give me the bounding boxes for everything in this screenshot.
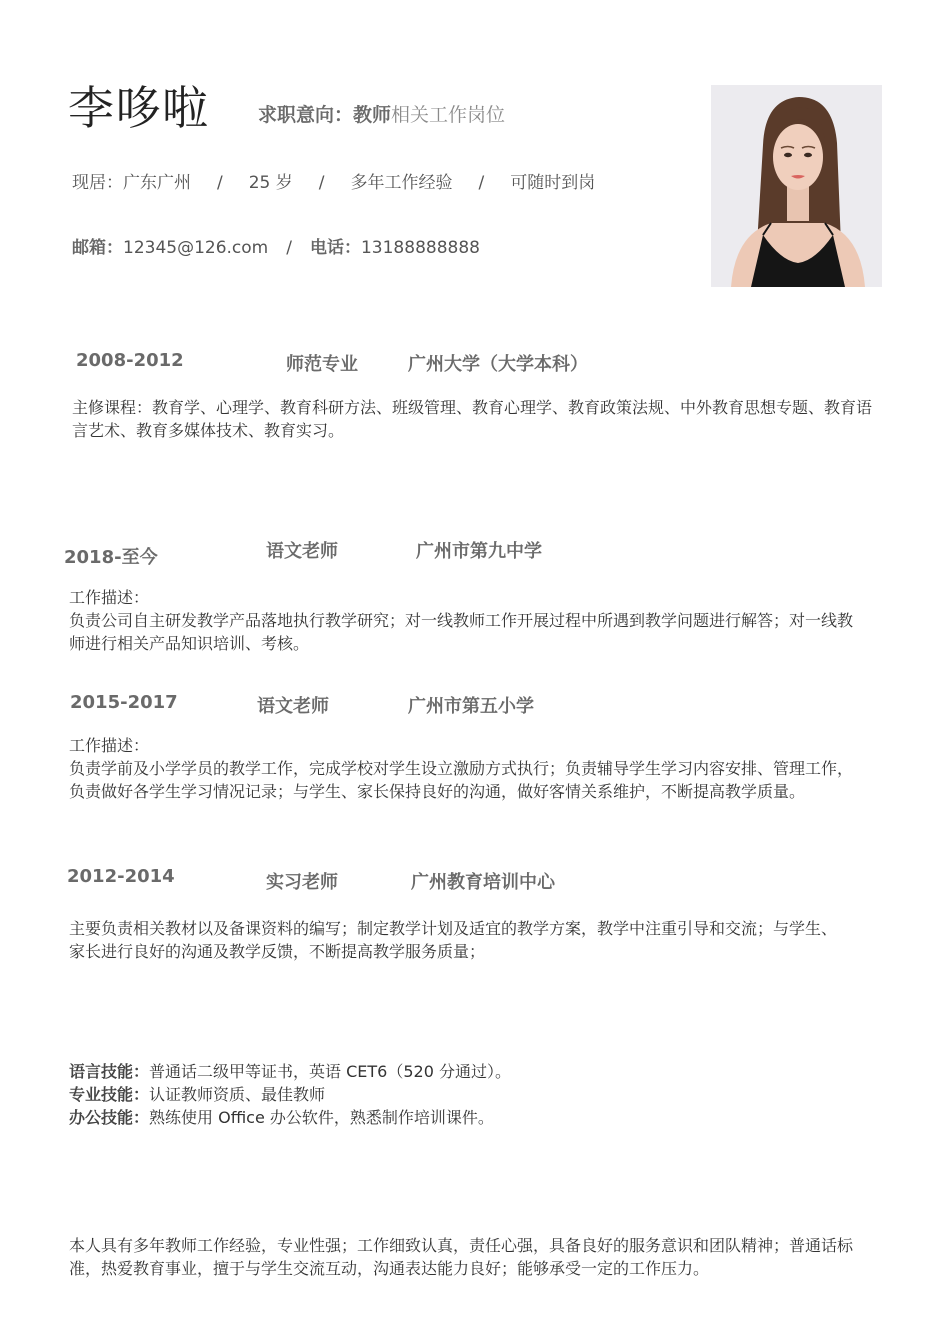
- skill-value: 普通话二级甲等证书，英语 CET6（520 分通过）。: [149, 1062, 511, 1081]
- email-value: 12345@126.com: [123, 238, 269, 258]
- job-role: 实习老师: [266, 872, 338, 893]
- age: 25 岁: [248, 173, 293, 193]
- edu-major: 师范专业: [286, 354, 358, 375]
- job-period: 2012-2014: [67, 866, 175, 887]
- skill-item: [69, 1060, 511, 1083]
- job-desc: 负责学前及小学学员的教学工作，完成学校对学生设立激励方式执行；负责辅导学生学习内容安排、管理工作，负责做好各学生学习情况记录；与学生、家长保持良好的沟通，做好客情关系维护，不断提高教学质量。: [69, 759, 854, 801]
- skill-label: 语言技能：: [69, 1062, 150, 1081]
- phone-label: 电话：: [309, 238, 361, 258]
- job-intent-label: 求职意向：: [258, 104, 354, 126]
- edu-courses: 主修课程：教育学、心理学、教育科研方法、班级管理、教育心理学、教育政策法规、中外教育思想专题、教育语言艺术、教育多媒体技术、教育实习。: [72, 398, 873, 440]
- job-intent: [258, 100, 505, 127]
- separator: /: [318, 173, 325, 193]
- job-org: 广州教育培训中心: [411, 872, 555, 893]
- job-intent-bold: 教师: [353, 104, 392, 126]
- job-org: 广州市第五小学: [408, 696, 534, 717]
- phone-value: 13188888888: [360, 238, 480, 258]
- skill-value: 熟练使用 Office 办公软件，熟悉制作培训课件。: [149, 1108, 494, 1127]
- edu-school: 广州大学（大学本科）: [408, 354, 588, 375]
- location: 现居：广东广州: [72, 173, 191, 193]
- skill-label: 专业技能：: [69, 1085, 150, 1104]
- job-role: 语文老师: [257, 696, 329, 717]
- job-period: 2018-至今: [64, 547, 158, 568]
- job-desc: 主要负责相关教材以及备课资料的编写；制定教学计划及适宜的教学方案，教学中注重引导和交流；与学生、家长进行良好的沟通及教学反馈，不断提高教学服务质量；: [69, 919, 838, 961]
- availability: 可随时到岗: [510, 173, 596, 193]
- job-desc: 负责公司自主研发教学产品落地执行教学研究；对一线教师工作开展过程中所遇到教学问题进行解答；对一线教师进行相关产品知识培训、考核。: [69, 611, 854, 653]
- basic-info-line: [72, 168, 595, 193]
- job-period: 2015-2017: [70, 692, 178, 713]
- contact-line: [72, 233, 480, 258]
- skill-value: 认证教师资质、最佳教师: [149, 1085, 326, 1104]
- email-label: 邮箱：: [72, 238, 123, 258]
- separator: /: [478, 173, 485, 193]
- profile-photo: [711, 85, 882, 287]
- job-org: 广州市第九中学: [416, 541, 542, 562]
- candidate-name: 李哆啦: [68, 81, 209, 135]
- job-role: 语文老师: [266, 541, 338, 562]
- skill-item: [69, 1083, 325, 1106]
- separator: /: [286, 238, 292, 258]
- experience: 多年工作经验: [350, 173, 453, 193]
- job-desc-label: 工作描述：: [69, 736, 150, 755]
- self-evaluation: 本人具有多年教师工作经验，专业性强；工作细致认真，责任心强，具备良好的服务意识和团队精神；普通话标准，热爱教育事业，擅于与学生交流互动，沟通表达能力良好；能够承受一定的工作压力。: [69, 1236, 854, 1278]
- separator: /: [217, 173, 223, 193]
- job-desc-label: 工作描述：: [69, 588, 150, 607]
- skill-item: [69, 1106, 494, 1129]
- job-intent-rest: 相关工作岗位: [391, 104, 506, 126]
- skill-label: 办公技能：: [69, 1108, 150, 1127]
- edu-period: 2008-2012: [76, 350, 184, 371]
- portrait-image: [711, 85, 882, 287]
